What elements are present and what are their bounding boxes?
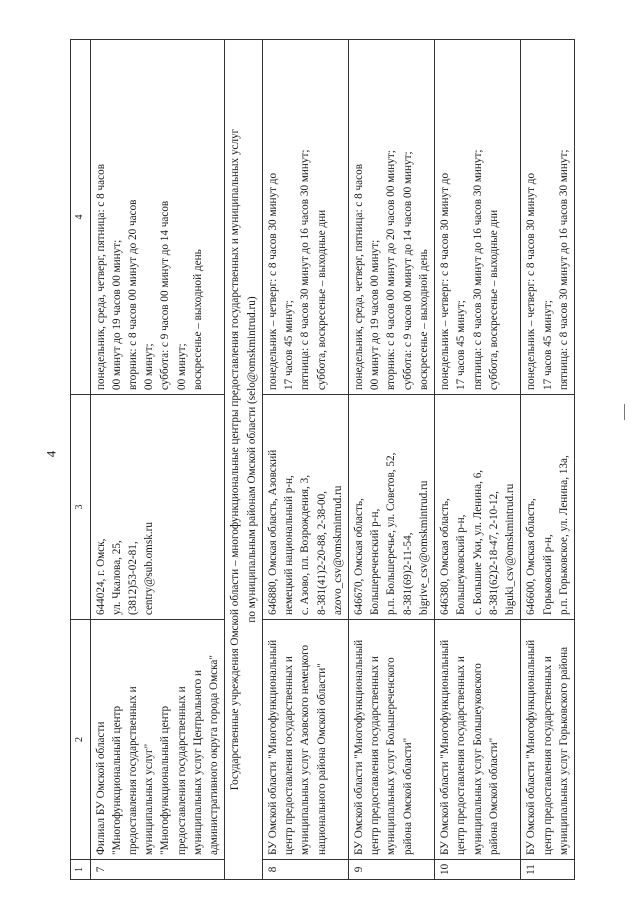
page-number: 4 — [43, 450, 59, 458]
organization-cell — [521, 620, 575, 860]
organization-cell-line: муниципальных услуг Горьковского района — [557, 646, 570, 855]
hours-cell-line: суббота, воскресенье – выходные дни — [315, 209, 328, 390]
hours-cell — [435, 40, 521, 395]
organization-cell-line: центр предоставления государственных и — [455, 656, 468, 855]
address-cell-line: 644024, г. Омск, — [94, 538, 107, 615]
address-cell-line: с. Азово, пл. Возрождения, 3, — [299, 474, 312, 615]
address-cell-line: р.п. Большеречье, ул. Советов, 52, — [385, 452, 398, 615]
section-header-row — [225, 40, 262, 880]
hours-cell-line: 17 часов 45 минут; — [455, 300, 468, 390]
hours-cell-line: 00 минут; — [175, 343, 188, 390]
address-cell — [90, 395, 225, 620]
hours-cell-line: пятница: с 8 часов 30 минут до 16 часов 30 минут; — [471, 149, 484, 390]
address-cell-line: centry@sub.omsk.ru — [143, 522, 156, 615]
rotated-table-area — [70, 0, 625, 905]
hours-cell-line: вторник: с 8 часов 00 минут до 20 часов 00 минут; — [385, 150, 398, 390]
address-cell-line: biguki_csv@omskmintrud.ru — [504, 483, 517, 615]
organization-cell-line: БУ Омской области "Многофункциональный — [525, 639, 538, 855]
header-cell: 2 — [71, 620, 91, 860]
address-cell — [521, 395, 575, 620]
header-row — [71, 40, 91, 880]
hours-cell — [349, 40, 435, 395]
header-cell: 3 — [71, 395, 91, 620]
organization-cell-line: центр предоставления государственных и — [369, 656, 382, 855]
organization-cell-line: центр предоставления государственных и — [541, 656, 554, 855]
address-cell-line: 646880, Омская область, Азовский — [266, 449, 279, 615]
hours-cell-line: вторник: с 8 часов 00 минут до 20 часов — [126, 199, 139, 390]
organization-cell-line: административного округа города Омска" — [208, 655, 221, 855]
organization-cell — [349, 620, 435, 860]
hours-cell-line: воскресенье – выходной день — [417, 249, 430, 390]
organization-cell-line: БУ Омской области "Многофункциональный — [439, 639, 452, 855]
table-row — [349, 40, 435, 880]
table-row — [90, 40, 225, 880]
organization-cell-line: муниципальных услуг Центрального и — [191, 669, 204, 855]
hours-cell-line: пятница: с 8 часов 30 минут до 16 часов 30 минут; — [299, 149, 312, 390]
address-cell-line: azovo_csv@omskmintrud.ru — [331, 485, 344, 615]
section-title-line: по муниципальным районам Омской области (selo@omskmintrud.ru) — [245, 296, 258, 623]
address-cell-line: 646670, Омская область, — [353, 498, 366, 615]
hours-cell-line: суббота: с 9 часов 00 минут до 14 часов 00 минут; — [401, 151, 414, 390]
address-cell-line: 8-381(41)2-20-88, 2-38-00, — [315, 491, 328, 615]
row-number: 10 — [435, 860, 521, 880]
table-row — [262, 40, 348, 880]
row-number: 7 — [90, 860, 225, 880]
organization-cell-line: Филиал БУ Омской области — [94, 721, 107, 855]
organization-cell-line: предоставления государственных и — [126, 686, 139, 855]
address-cell-line: 8-381(62)2-18-47, 2-10-12, — [487, 491, 500, 615]
address-cell-line: Горьковский р-н, — [541, 534, 554, 615]
organization-cell — [262, 620, 348, 860]
hours-cell-line: суббота, воскресенье – выходные дни — [487, 209, 500, 390]
address-cell-line: с. Большие Уки, ул. Ленина, 6, — [471, 469, 484, 615]
hours-cell-line: 00 минут до 19 часов 00 минут; — [369, 239, 382, 390]
organization-cell-line: предоставления государственных и — [175, 686, 188, 855]
row-number: 9 — [349, 860, 435, 880]
organization-cell — [435, 620, 521, 860]
hours-cell — [90, 40, 225, 395]
section-title-line: Государственные учреждения Омской области – многофункциональные центры предоставления государственных и муниципальных услуг — [229, 128, 242, 791]
organization-cell-line: муниципальных услуг Большеуковского — [471, 663, 484, 855]
hours-cell — [521, 40, 575, 395]
address-cell-line: Большереченский р-н, — [369, 508, 382, 615]
address-cell-line: немецкий национальный р-н, — [283, 475, 296, 615]
organization-cell-line: БУ Омской области "Многофункциональный — [353, 639, 366, 855]
organization-cell-line: района Омской области" — [401, 737, 414, 855]
hours-cell-line: 00 минут; — [143, 343, 156, 390]
hours-cell-line: 00 минут до 19 часов 00 минут; — [110, 239, 123, 390]
organization-cell — [90, 620, 225, 860]
table-row — [435, 40, 521, 880]
table-row — [521, 40, 575, 880]
mfc-table — [70, 39, 575, 880]
hours-cell-line: понедельник, среда, четверг, пятница: с 8 часов — [94, 164, 107, 390]
organization-cell-line: "Многофункциональный центр — [110, 705, 123, 855]
organization-cell-line: района Омской области" — [487, 737, 500, 855]
rotated-table-container — [70, 40, 625, 880]
address-cell — [349, 395, 435, 620]
organization-cell-line: национального района Омской области" — [315, 663, 328, 855]
hours-cell-line: суббота: с 9 часов 00 минут до 14 часов — [159, 200, 172, 390]
organization-cell-line: БУ Омской области "Многофункциональный — [266, 639, 279, 855]
address-cell-line: ул. Чкалова, 25, — [110, 540, 123, 615]
row-number: 11 — [521, 860, 575, 880]
section-title — [225, 40, 262, 880]
organization-cell-line: муниципальных услуг Азовского немецкого — [299, 644, 312, 855]
address-cell-line: (3812)53-02-81, — [126, 541, 139, 615]
address-cell-line: 646600, Омская область, — [525, 498, 538, 615]
row-number: 8 — [262, 860, 348, 880]
hours-cell-line: понедельник, среда, четверг, пятница: с 8 часов — [353, 164, 366, 390]
hours-cell-line: понедельник – четверг: с 8 часов 30 минут до — [525, 172, 538, 390]
organization-cell-line: центр предоставления государственных и — [283, 656, 296, 855]
hours-cell-line: 17 часов 45 минут; — [283, 300, 296, 390]
hours-cell-line: понедельник – четверг: с 8 часов 30 минут до — [266, 172, 279, 390]
hours-cell-line: 17 часов 45 минут; — [541, 300, 554, 390]
header-cell: 1 — [71, 860, 91, 880]
hours-cell — [262, 40, 348, 395]
address-cell-line: 646380, Омская область, — [439, 498, 452, 615]
hours-cell-line: воскресенье – выходной день — [191, 249, 204, 390]
address-cell — [435, 395, 521, 620]
address-cell-line: Большеуковский р-н, — [455, 514, 468, 615]
header-cell: 4 — [71, 40, 91, 395]
hours-cell-line: пятница: с 8 часов 30 минут до 16 часов 30 минут; — [557, 149, 570, 390]
address-cell-line: bigrive_csv@omskmintrud.ru — [417, 480, 430, 615]
organization-cell-line: "Многофункциональный центр — [159, 705, 172, 855]
organization-cell-line: муниципальных услуг" — [143, 743, 156, 855]
address-cell-line: 8-381(69)2-11-54, — [401, 532, 414, 615]
address-cell-line: р.п. Горьковское, ул. Ленина, 13а, — [557, 455, 570, 615]
address-cell — [262, 395, 348, 620]
organization-cell-line: муниципальных услуг Большереченского — [385, 657, 398, 855]
hours-cell-line: понедельник – четверг: с 8 часов 30 минут до — [439, 172, 452, 390]
